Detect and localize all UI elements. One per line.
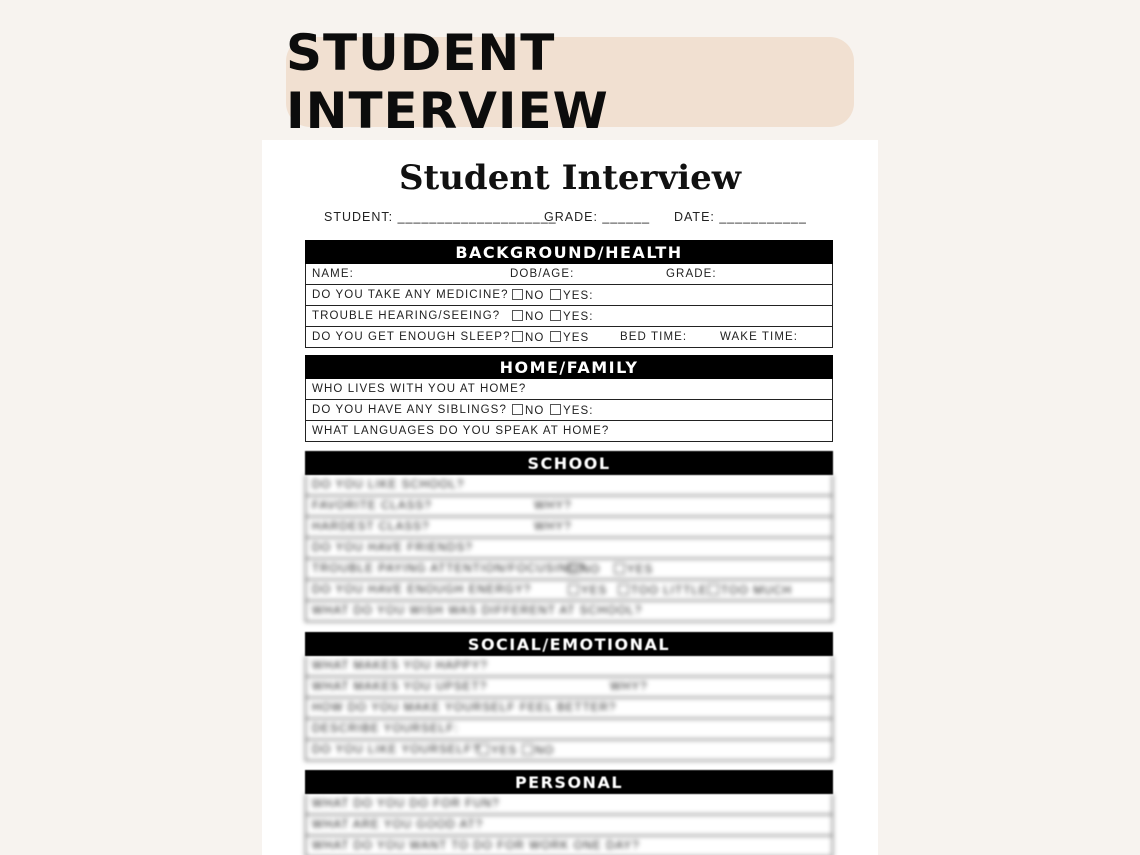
section-title: BACKGROUND/HEALTH	[305, 240, 833, 264]
checkbox-icon	[618, 584, 629, 595]
table-row: WHAT DO YOU DO FOR FUN?	[312, 798, 500, 810]
table-row: DO YOU GET ENOUGH SLEEP? NO YES BED TIME: WAKE TIME:	[306, 326, 832, 347]
checkbox-icon	[550, 331, 561, 342]
checkbox-icon	[478, 744, 489, 755]
section-title: HOME/FAMILY	[305, 355, 833, 379]
table-row: WHAT LANGUAGES DO YOU SPEAK AT HOME?	[306, 420, 832, 441]
table-row: WHAT MAKES YOU UPSET? WHY?	[306, 676, 832, 697]
section-school	[305, 451, 833, 622]
document-title: Student Interview	[398, 158, 742, 198]
worksheet-page	[262, 140, 878, 855]
grade-field: GRADE: ______	[544, 210, 651, 224]
table-row: WHAT DO YOU WANT TO DO FOR WORK ONE DAY?	[306, 835, 832, 855]
section-title: SCHOOL	[305, 451, 833, 475]
checkbox-icon	[568, 563, 579, 574]
banner-title: STUDENT INTERVIEW	[286, 24, 609, 140]
section-home-family	[305, 355, 833, 442]
table-row: DO YOU LIKE YOURSELF? YES NO	[306, 739, 832, 760]
section-title: SOCIAL/EMOTIONAL	[305, 632, 833, 656]
checkbox-icon	[512, 331, 523, 342]
checkbox-icon	[550, 404, 561, 415]
checkbox-icon	[550, 310, 561, 321]
checkbox-icon	[522, 744, 533, 755]
student-field: STUDENT: ____________________	[324, 210, 557, 224]
checkbox-icon	[512, 404, 523, 415]
checkbox-icon	[512, 310, 523, 321]
checkbox-icon	[568, 584, 579, 595]
checkbox-icon	[512, 289, 523, 300]
checkbox-icon	[614, 563, 625, 574]
table-row: DO YOU HAVE ENOUGH ENERGY? YES TOO LITTLE TOO MUCH	[306, 579, 832, 600]
section-social-emotional	[305, 632, 833, 761]
table-row: WHAT DO YOU WISH WAS DIFFERENT AT SCHOOL?	[306, 600, 832, 621]
table-row: WHAT MAKES YOU HAPPY?	[312, 660, 488, 672]
table-row: DO YOU TAKE ANY MEDICINE? NO YES:	[306, 284, 832, 305]
table-row: WHAT ARE YOU GOOD AT?	[306, 814, 832, 835]
table-row: DESCRIBE YOURSELF:	[306, 718, 832, 739]
checkbox-icon	[708, 584, 719, 595]
table-row: HARDEST CLASS? WHY?	[306, 516, 832, 537]
table-row: HOW DO YOU MAKE YOURSELF FEEL BETTER?	[306, 697, 832, 718]
table-row: TROUBLE HEARING/SEEING? NO YES:	[306, 305, 832, 326]
table-row: WHO LIVES WITH YOU AT HOME?	[312, 383, 527, 395]
table-row: DO YOU LIKE SCHOOL?	[312, 479, 465, 491]
section-background-health	[305, 240, 833, 348]
table-row: FAVORITE CLASS? WHY?	[306, 495, 832, 516]
section-personal	[305, 770, 833, 855]
date-field: DATE: ___________	[674, 210, 807, 224]
table-row: NAME: DOB/AGE: GRADE:	[312, 268, 717, 280]
table-row: DO YOU HAVE FRIENDS?	[306, 537, 832, 558]
header-banner	[286, 24, 854, 140]
table-row: TROUBLE PAYING ATTENTION/FOCUSING? NO YES	[306, 558, 832, 579]
section-title: PERSONAL	[305, 770, 833, 794]
checkbox-icon	[550, 289, 561, 300]
table-row: DO YOU HAVE ANY SIBLINGS? NO YES:	[306, 399, 832, 420]
